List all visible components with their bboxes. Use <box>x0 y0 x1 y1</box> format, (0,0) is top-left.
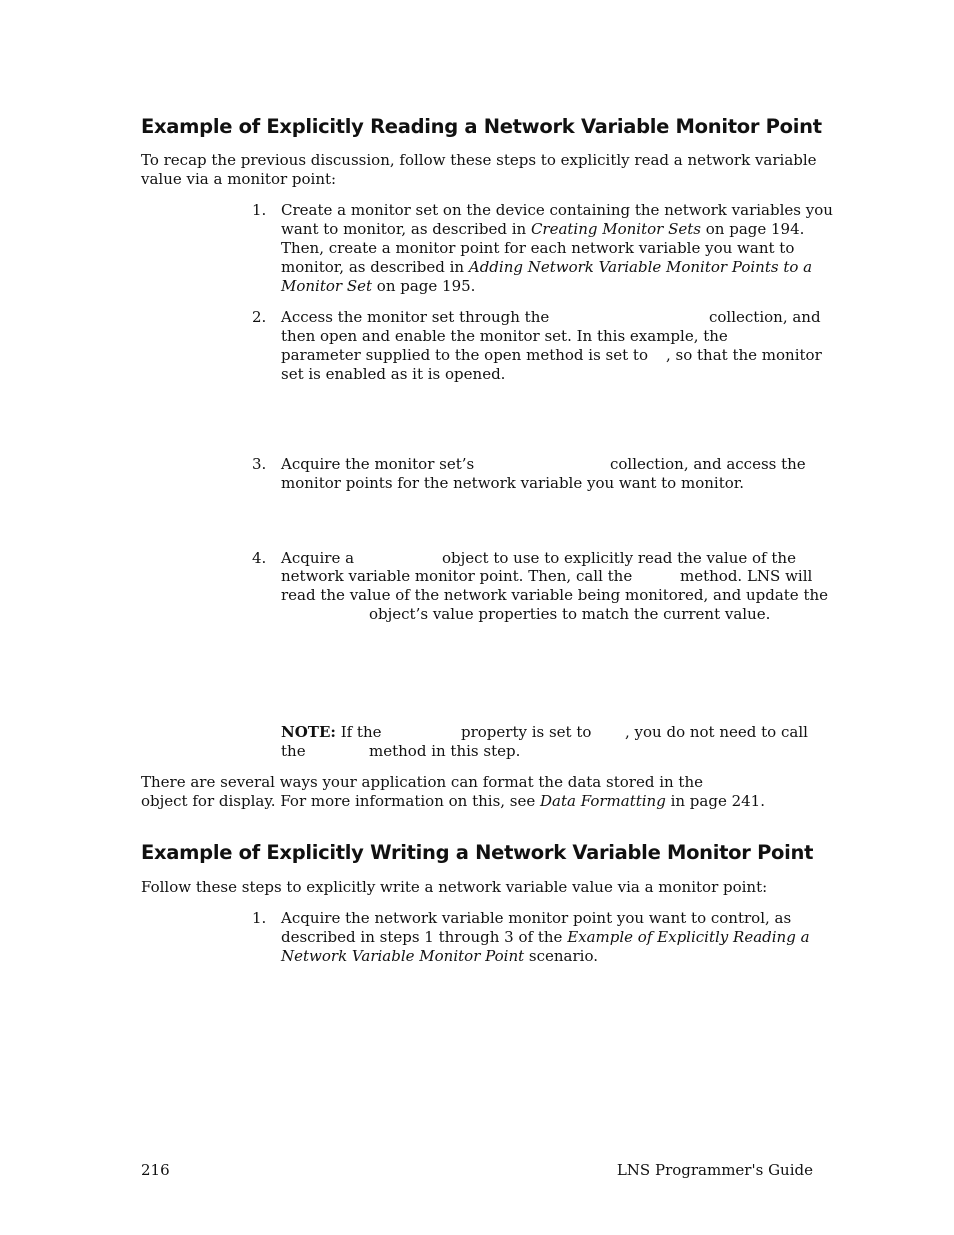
intro-line-1: To recap the previous discussion, follow these steps to explicitly read a network variable <box>141 151 817 169</box>
write-step-1-line-3 <box>281 947 598 966</box>
step-3-line-1a: Acquire the monitor set’s <box>281 455 475 473</box>
step-3-line-1b: collection, and access the <box>610 455 806 473</box>
step-2-line-3b: , so that the monitor <box>666 346 822 364</box>
note-line-1b: property is set to <box>461 723 592 741</box>
write-step-1-reference: Example of Explicitly Reading a <box>567 928 810 946</box>
closing-text: in page 241. <box>665 792 765 810</box>
write-step-1-text: described in steps 1 through 3 of the <box>281 928 568 946</box>
section-heading-reading: Example of Explicitly Reading a Network Variable Monitor Point <box>141 115 822 138</box>
step-2-number: 2. <box>252 308 267 326</box>
step-1-text: on page 194. <box>700 220 805 238</box>
section2-intro: Follow these steps to explicitly write a network variable value via a monitor point: <box>141 878 768 896</box>
write-step-1-text: scenario. <box>524 947 598 965</box>
note-line-1a <box>281 723 382 742</box>
step-2-line-1a: Access the monitor set through the <box>281 308 550 326</box>
footer-book-title: LNS Programmer's Guide <box>616 1161 813 1179</box>
step-1-line-2 <box>281 220 804 239</box>
footer-page-number: 216 <box>141 1161 170 1179</box>
write-step-1-line-2 <box>281 928 810 947</box>
step-4-line-1a: Acquire a <box>281 549 355 567</box>
step-3-line-2: monitor points for the network variable you want to monitor. <box>281 474 745 492</box>
note-line-1c: , you do not need to call <box>625 723 808 741</box>
step-1-line-1: Create a monitor set on the device containing the network variables you <box>281 201 833 219</box>
write-step-1-reference: Network Variable Monitor Point <box>281 947 525 965</box>
note-line-2b: method in this step. <box>369 742 521 760</box>
step-1-text: monitor, as described in <box>281 258 469 276</box>
note-label: NOTE: <box>281 723 336 741</box>
step-1-reference: Adding Network Variable Monitor Points to a <box>468 258 813 276</box>
step-4-line-1b: object to use to explicitly read the value of the <box>442 549 796 567</box>
closing-reference: Data Formatting <box>540 792 666 810</box>
section-heading-writing: Example of Explicitly Writing a Network Variable Monitor Point <box>141 841 814 864</box>
step-1-text: want to monitor, as described in <box>281 220 531 238</box>
note-line-2a: the <box>281 742 306 760</box>
write-step-1-number: 1. <box>252 909 267 927</box>
step-1-reference: Monitor Set <box>281 277 373 295</box>
write-step-1-line-1: Acquire the network variable monitor point you want to control, as <box>281 909 792 927</box>
closing-line-1: There are several ways your application can format the data stored in the <box>141 773 703 791</box>
step-1-line-4 <box>281 258 812 277</box>
step-1-line-5 <box>281 277 475 296</box>
step-2-line-2: then open and enable the monitor set. In this example, the <box>281 327 728 345</box>
step-1-text: on page 195. <box>372 277 476 295</box>
step-1-reference: Creating Monitor Sets <box>530 220 701 238</box>
step-4-line-4: object’s value properties to match the current value. <box>369 605 771 623</box>
step-1-line-3: Then, create a monitor point for each network variable you want to <box>281 239 795 257</box>
step-2-line-3a: parameter supplied to the open method is set to <box>281 346 648 364</box>
intro-line-2: value via a monitor point: <box>141 170 337 188</box>
step-1-number: 1. <box>252 201 267 219</box>
step-4-line-2b: method. LNS will <box>680 567 813 585</box>
step-3-number: 3. <box>252 455 267 473</box>
step-2-line-1b: collection, and <box>709 308 821 326</box>
step-4-number: 4. <box>252 549 267 567</box>
closing-line-2 <box>141 792 765 811</box>
step-4-line-2a: network variable monitor point. Then, call the <box>281 567 633 585</box>
note-text: If the <box>335 723 382 741</box>
step-2-line-4: set is enabled as it is opened. <box>281 365 506 383</box>
closing-text: object for display. For more information on this, see <box>141 792 541 810</box>
step-4-line-3: read the value of the network variable being monitored, and update the <box>281 586 829 604</box>
